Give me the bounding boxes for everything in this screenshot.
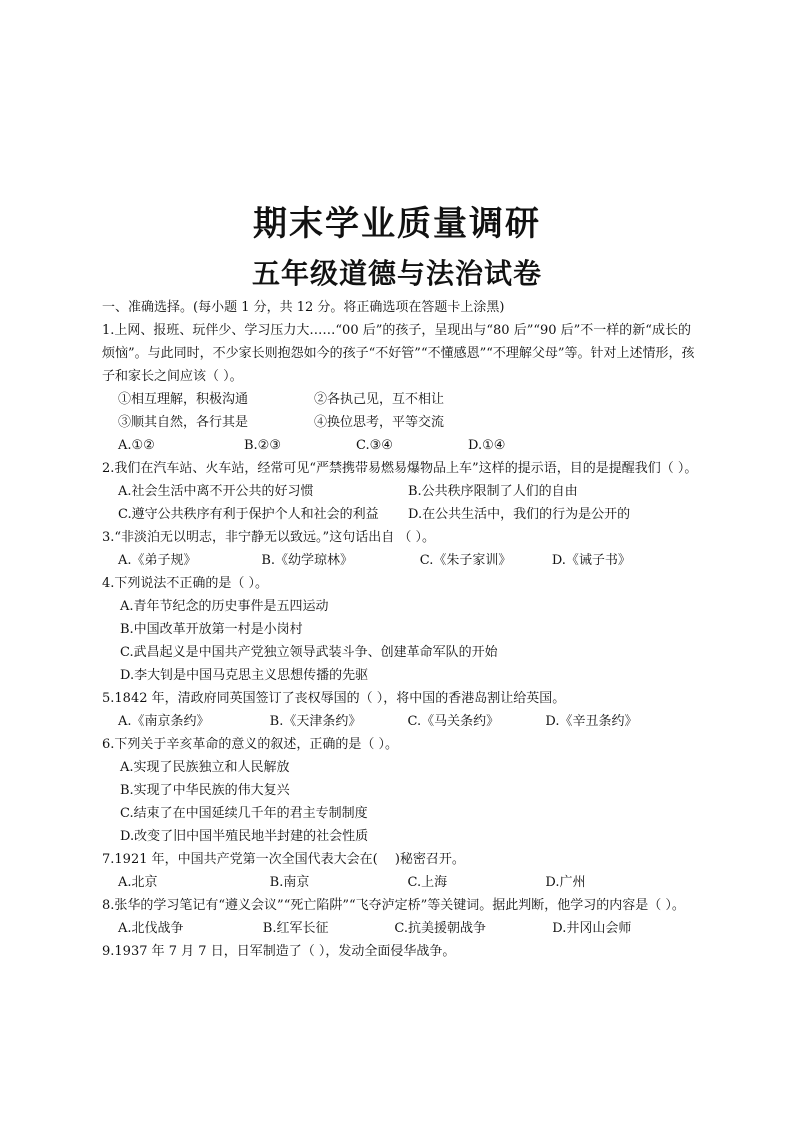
option-c[interactable]: C.遵守公共秩序有利于保护个人和社会的利益 (118, 507, 379, 522)
page-subtitle: 五年级道德与法治试卷 (251, 257, 542, 290)
option-a[interactable]: A.北京 (118, 875, 158, 890)
option-a[interactable]: A.青年节纪念的历史事件是五四运动 (120, 599, 329, 614)
question-1-item: ①相互理解，积极沟通 (118, 392, 249, 407)
option-c[interactable]: C.武昌起义是中国共产党独立领导武装斗争、创建革命军队的开始 (120, 645, 498, 660)
question-3-stem: 3.“非淡泊无以明志，非宁静无以致远。”这句话出自 （ ）。 (102, 530, 435, 545)
option-a[interactable]: A.实现了民族独立和人民解放 (120, 760, 290, 775)
option-a[interactable]: A.《南京条约》 (118, 714, 210, 729)
question-1-stem: 1.上网、报班、玩伴少、学习压力大……“00 后”的孩子，呈现出与“80 后”“90 后”不一样的新“成长的烦恼”。与此同时，不少家长则抱怨如今的孩子“不好管”“不懂感恩”“不理解父母”等。针对上述情形，孩子和家长之间应该（ ）。 (102, 323, 695, 384)
option-d[interactable]: D.《诫子书》 (551, 553, 631, 568)
question-8-stem: 8.张华的学习笔记有“遵义会议”“死亡陷阱”“飞夺泸定桥”等关键词。据此判断，他学习的内容是（ ）。 (102, 898, 685, 913)
option-d[interactable]: D.井冈山会师 (552, 921, 632, 936)
question-1-item: ③顺其自然，各行其是 (118, 415, 249, 430)
exam-content (102, 296, 698, 963)
question-8-options (102, 917, 698, 940)
option-c[interactable]: C.《马关条约》 (407, 714, 500, 729)
option-b[interactable]: B.《幼学琼林》 (261, 553, 354, 568)
option-d[interactable]: D.《辛丑条约》 (545, 714, 638, 729)
question-2-options-row-1 (102, 480, 698, 503)
question-2-options-row-2 (102, 503, 698, 526)
option-c[interactable]: C.结束了在中国延续几千年的君主专制制度 (120, 806, 368, 821)
option-b[interactable]: B.中国改革开放第一村是小岗村 (120, 622, 303, 637)
question-1-options (102, 434, 698, 457)
option-a[interactable]: A.《弟子规》 (118, 553, 197, 568)
question-6-stem: 6.下列关于辛亥革命的意义的叙述，正确的是（ ）。 (102, 737, 399, 752)
option-b[interactable]: B.公共秩序限制了人们的自由 (408, 484, 578, 499)
option-b[interactable]: B.南京 (269, 875, 310, 890)
option-c[interactable]: C.《朱子家训》 (419, 553, 512, 568)
section-heading: 一、准确选择。(每小题 1 分，共 12 分。将正确选项在答题卡上涂黑) (102, 300, 505, 315)
option-b[interactable]: B.②③ (244, 438, 281, 453)
option-b[interactable]: B.红军长征 (262, 921, 329, 936)
page-title: 期末学业质量调研 (253, 204, 541, 244)
option-a[interactable]: A.①② (118, 438, 155, 453)
question-1-item: ④换位思考，平等交流 (314, 415, 445, 430)
option-b[interactable]: B.《天津条约》 (269, 714, 362, 729)
question-9-stem: 9.1937 年 7 月 7 日，日军制造了（ ），发动全面侵华战争。 (102, 944, 456, 959)
question-7-stem: 7.1921 年，中国共产党第一次全国代表大会在( )秘密召开。 (102, 852, 465, 867)
question-1-item: ②各执己见，互不相让 (314, 392, 445, 407)
question-5-options (102, 710, 698, 733)
option-d[interactable]: D.在公共生活中，我们的行为是公开的 (408, 507, 631, 522)
option-c[interactable]: C.抗美援朝战争 (394, 921, 486, 936)
question-1-items-row-2 (102, 411, 698, 434)
option-c[interactable]: C.上海 (407, 875, 448, 890)
option-d[interactable]: D.广州 (545, 875, 586, 890)
option-d[interactable]: D.改变了旧中国半殖民地半封建的社会性质 (120, 829, 369, 844)
option-a[interactable]: A.北伐战争 (118, 921, 184, 936)
option-c[interactable]: C.③④ (356, 438, 393, 453)
question-1-items-row-1 (102, 388, 698, 411)
question-3-options (102, 549, 698, 572)
option-b[interactable]: B.实现了中华民族的伟大复兴 (120, 783, 290, 798)
question-2-stem: 2.我们在汽车站、火车站，经常可见“严禁携带易燃易爆物品上车”这样的提示语，目的是提醒我们（ ）。 (102, 461, 698, 476)
option-d[interactable]: D.李大钊是中国马克思主义思想传播的先驱 (120, 668, 369, 683)
question-7-options (102, 871, 698, 894)
question-4-stem: 4.下列说法不正确的是（ ）。 (102, 576, 269, 591)
question-5-stem: 5.1842 年，清政府同英国签订了丧权辱国的（ ），将中国的香港岛割让给英国。 (102, 691, 566, 706)
option-d[interactable]: D.①④ (468, 438, 506, 453)
option-a[interactable]: A.社会生活中离不开公共的好习惯 (118, 484, 314, 499)
